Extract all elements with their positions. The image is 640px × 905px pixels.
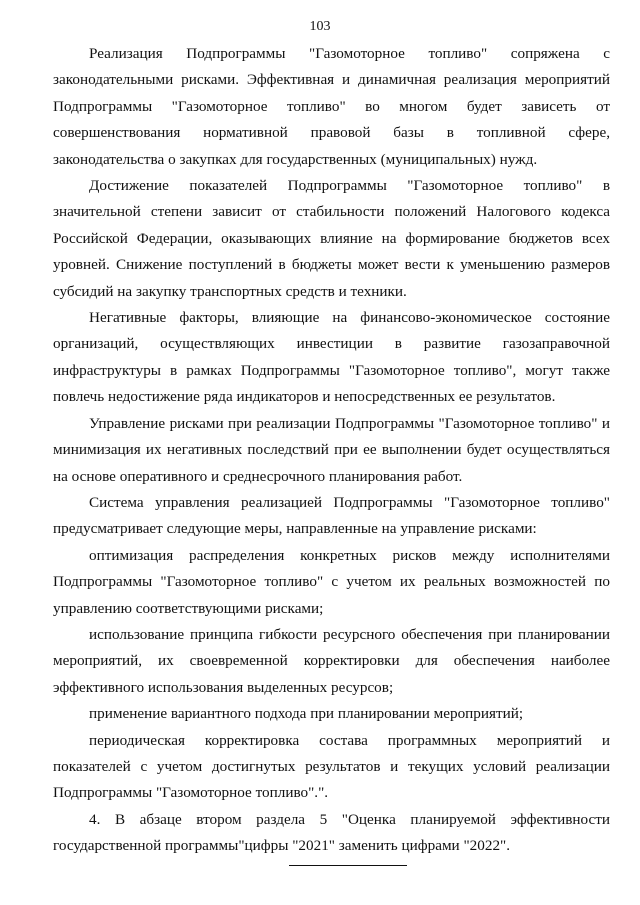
list-item-resource-flexibility: использование принципа гибкости ресурсного обеспечения при планировании мероприятий, их своевременной корректировки для обеспечения наиболее эффективного использования выделенных ресурсов;	[53, 625, 610, 696]
list-item-variant-approach: применение вариантного подхода при планировании мероприятий;	[89, 705, 524, 723]
list-item-periodic-adjustment: периодическая корректировка состава программных мероприятий и показателей с учетом достигнутых результатов и текущих условий реализации Подпрограммы "Газомоторное топливо".".	[53, 731, 610, 802]
page-body	[53, 41, 610, 860]
list-item-risk-distribution: оптимизация распределения конкретных рисков между исполнителями Подпрограммы "Газомоторное топливо" с учетом их реальных возможностей по управлению соответствующими рисками;	[53, 546, 610, 617]
paragraph-tax-code-dependency: Достижение показателей Подпрограммы "Газомоторное топливо" в значительной степени зависит от стабильности положений Налогового кодекса Российской Федерации, оказывающих влияние на формирование бюджетов всех уровней. Снижение поступлений в бюджеты может вести к уменьшению размеров субсидий на закупку транспортных средств и техники.	[53, 177, 610, 300]
paragraph-management-system: Система управления реализацией Подпрограммы "Газомоторное топливо" предусматривает следующие меры, направленные на управление рисками:	[53, 493, 610, 538]
page-number: 103	[309, 19, 331, 34]
paragraph-legislative-risks: Реализация Подпрограммы "Газомоторное топливо" сопряжена с законодательными рисками. Эффективная и динамичная реализация мероприятий Подпрограммы "Газомоторное топливо" во многом будет зависеть от совершенствования нормативной правовой базы в топливной сфере, законодательства о закупках для государственных (муниципальных) нужд.	[53, 45, 610, 168]
paragraph-negative-factors: Негативные факторы, влияющие на финансово-экономическое состояние организаций, осуществляющих инвестиции в развитие газозаправочной инфраструктуры в рамках Подпрограммы "Газомоторное топливо", могут также повлечь недостижение ряда индикаторов и непосредственных ее результатов.	[53, 309, 610, 406]
closing-divider	[289, 865, 407, 866]
paragraph-amendment-item-4: 4. В абзаце втором раздела 5 "Оценка планируемой эффективности государственной программы"цифры "2021" заменить цифрами "2022".	[53, 810, 610, 855]
paragraph-risk-management: Управление рисками при реализации Подпрограммы "Газомоторное топливо" и минимизация их негативных последствий при ее выполнении будет осуществляться на основе оперативного и среднесрочного планирования работ.	[53, 414, 610, 485]
